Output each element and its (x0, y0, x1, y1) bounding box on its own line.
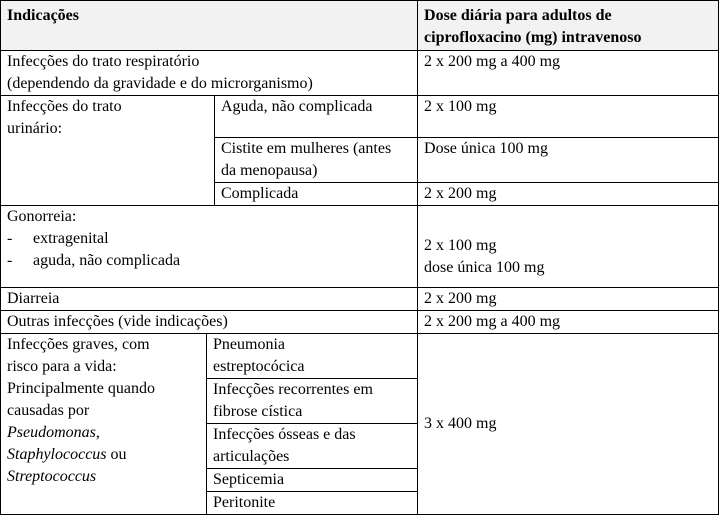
table-row-other (1, 311, 719, 334)
severe-sub1-line2: estreptocócica (213, 358, 305, 375)
severe-line5 (7, 422, 200, 444)
severe-line1: Infecções graves, com (7, 336, 150, 353)
urinary-acute-cell (215, 96, 418, 138)
table-header-row (1, 1, 719, 51)
severe-dose-cell (418, 334, 719, 515)
diarrhea-label: Diarreia (7, 290, 60, 307)
diarrhea-dose: 2 x 200 mg (424, 290, 497, 307)
table-row-urinary-acute (1, 96, 719, 138)
pseudomonas-name: Pseudomonas (7, 424, 96, 441)
other-indication-cell (1, 311, 418, 334)
urinary-complicated-dose-cell (418, 183, 719, 206)
gonorrhea-indication-cell (1, 206, 418, 288)
severe-septicemia-cell (207, 469, 418, 492)
table-row-gonorrhea (1, 206, 719, 288)
or-text: ou (106, 446, 127, 463)
table-row-diarrhea (1, 288, 719, 311)
other-dose-cell (418, 311, 719, 334)
gonorrhea-title: Gonorreia: (7, 208, 77, 225)
severe-line2: risco para a vida: (7, 358, 117, 375)
list-dash: - (7, 252, 13, 269)
urinary-indication-cell (1, 96, 215, 206)
gonorrhea-item-extragenital (7, 228, 411, 250)
respiratory-dose-cell (418, 51, 719, 96)
comma-text: , (95, 424, 100, 441)
respiratory-line1: Infecções do trato respiratório (7, 53, 200, 70)
respiratory-dose: 2 x 200 mg a 400 mg (424, 53, 561, 70)
list-dash: - (7, 230, 13, 247)
diarrhea-dose-cell (418, 288, 719, 311)
urinary-cystitis-line2: da menopausa) (221, 162, 318, 179)
urinary-acute-label: Aguda, não complicada (221, 98, 373, 115)
staphylococcus-name: Staphylococcus (7, 446, 107, 463)
severe-sub1-line1: Pneumonia (213, 336, 285, 353)
gonorrhea-dose2: dose única 100 mg (424, 259, 545, 276)
other-label: Outras infecções (vide indicações) (7, 313, 228, 330)
severe-cystic-cell (207, 379, 418, 424)
severe-sub3-line1: Infecções ósseas e das (213, 426, 356, 443)
urinary-complicated-label: Complicada (221, 185, 299, 202)
severe-sub4: Septicemia (213, 471, 285, 488)
urinary-label-line1: Infecções do trato (7, 98, 122, 115)
diarrhea-indication-cell (1, 288, 418, 311)
other-dose: 2 x 200 mg a 400 mg (424, 313, 561, 330)
severe-line3: Principalmente quando (7, 380, 155, 397)
severe-indication-cell (1, 334, 207, 515)
respiratory-indication-cell (1, 51, 418, 96)
severe-sub2-line1: Infecções recorrentes em (213, 381, 373, 398)
table-row-respiratory (1, 51, 719, 96)
urinary-acute-dose: 2 x 100 mg (424, 98, 497, 115)
gonorrhea-item-acute (7, 250, 411, 272)
urinary-label-line2: urinário: (7, 120, 63, 137)
severe-sub2-line2: fibrose cística (213, 403, 303, 420)
gonorrhea-dose1: 2 x 100 mg (424, 237, 497, 254)
severe-peritonitis-cell (207, 492, 418, 515)
indications-header-label: Indicações (7, 7, 79, 24)
severe-sub5: Peritonite (213, 494, 276, 511)
severe-line4: causadas por (7, 402, 90, 419)
severe-sub3-line2: articulações (213, 448, 290, 465)
dose-header-line2: ciprofloxacino (mg) intravenoso (424, 29, 642, 46)
gonorrhea-item2: aguda, não complicada (33, 252, 181, 269)
respiratory-line2: (dependendo da gravidade e do microrganismo) (7, 75, 313, 92)
urinary-complicated-dose: 2 x 200 mg (424, 185, 497, 202)
urinary-cystitis-cell (215, 138, 418, 183)
gonorrhea-item1: extragenital (33, 230, 109, 247)
urinary-cystitis-dose-cell (418, 138, 719, 183)
urinary-cystitis-line1: Cistite em mulheres (antes (221, 140, 392, 157)
table-row-severe-pneumonia (1, 334, 719, 379)
urinary-cystitis-dose: Dose única 100 mg (424, 140, 548, 157)
severe-pneumonia-cell (207, 334, 418, 379)
severe-dose: 3 x 400 mg (424, 415, 497, 432)
indications-header (1, 1, 418, 51)
urinary-acute-dose-cell (418, 96, 719, 138)
dose-header (418, 1, 719, 51)
urinary-complicated-cell (215, 183, 418, 206)
dose-header-line1: Dose diária para adultos de (424, 7, 612, 24)
streptococcus-name: Streptococcus (7, 468, 97, 485)
severe-line6 (7, 444, 200, 466)
gonorrhea-dose-cell (418, 206, 719, 288)
severe-bone-cell (207, 424, 418, 469)
spacer (424, 206, 712, 235)
